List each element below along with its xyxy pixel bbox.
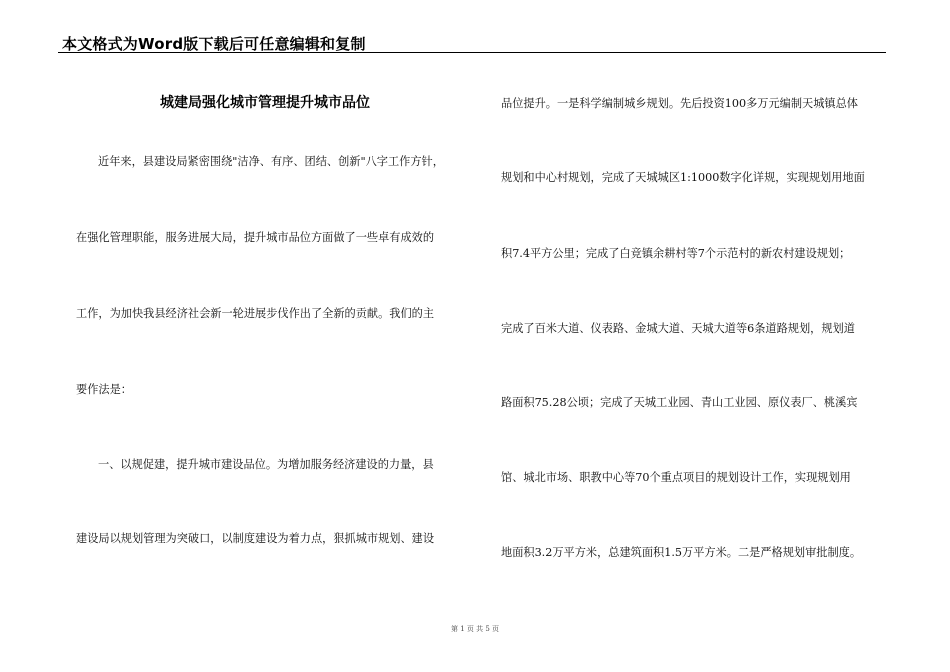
right-line-7: 地面积3.2万平方米，总建筑面积1.5万平方米。二是严格规划审批制度。 bbox=[501, 546, 862, 559]
right-line-1: 品位提升。一是科学编制城乡规划。先后投资100多万元编制天城镇总体 bbox=[501, 97, 858, 110]
left-line-2: 在强化管理职能，服务进展大局，提升城市品位方面做了一些卓有成效的 bbox=[76, 231, 435, 244]
right-line-5: 路面积75.28公顷；完成了天城工业园、青山工业园、原仪表厂、桃溪宾 bbox=[501, 396, 858, 409]
right-line-2: 规划和中心村规划，完成了天城城区1:1000数字化详规，实现规划用地面 bbox=[501, 171, 865, 184]
page-number-footer: 第 1 页 共 5 页 bbox=[450, 625, 500, 633]
left-line-3: 工作，为加快我县经济社会新一轮进展步伐作出了全新的贡献。我们的主 bbox=[76, 307, 435, 320]
right-line-4: 完成了百米大道、仪表路、金城大道、天城大道等6条道路规划，规划道 bbox=[501, 322, 855, 335]
header-divider bbox=[58, 52, 886, 53]
left-line-4: 要作法是： bbox=[76, 383, 132, 396]
document-title: 城建局强化城市管理提升城市品位 bbox=[160, 95, 370, 111]
download-banner-text: 本文格式为Word版下载后可任意编辑和复制 bbox=[62, 35, 366, 53]
left-line-6: 建设局以规划管理为突破口，以制度建设为着力点，狠抓城市规划、建设 bbox=[76, 532, 435, 545]
left-line-5: 一、以规促建，提升城市建设品位。为增加服务经济建设的力量，县 bbox=[98, 458, 434, 471]
right-line-6: 馆、城北市场、职教中心等70个重点项目的规划设计工作，实现规划用 bbox=[501, 471, 851, 484]
right-line-3: 积7.4平方公里；完成了白竞镇余耕村等7个示范村的新农村建设规划； bbox=[501, 247, 851, 260]
left-line-1: 近年来，县建设局紧密围绕"洁净、有序、团结、创新"八字工作方针， bbox=[98, 155, 444, 168]
